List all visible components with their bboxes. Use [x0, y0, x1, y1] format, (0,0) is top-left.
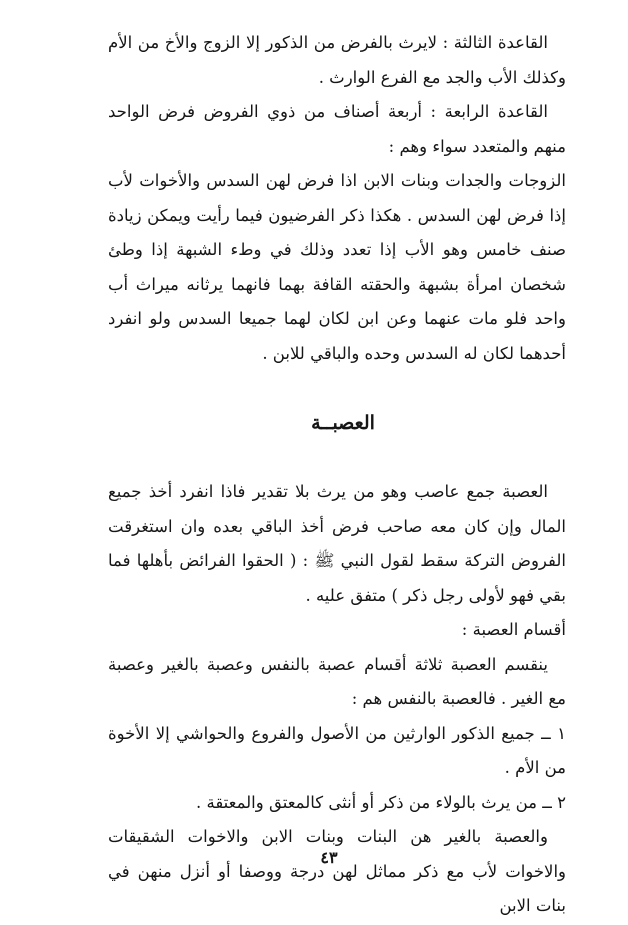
list-item-male-heirs: ١ ــ جميع الذكور الوارثين من الأصول والفروع والحواشي إلا الأخوة من الأم .	[108, 723, 566, 777]
list-item-wala: ٢ ــ من يرث بالولاء من ذكر أو أنثى كالمعتق والمعتقة .	[195, 792, 566, 812]
spouses-grandmothers-paragraph: الزوجات والجدات وبنات الابن اذا فرض لهن السدس والأخوات لأب إذا فرض لهن السدس . هكذا ذكر الفرضيون فيما رأيت ويمكن زيادة صنف خامس وهو الأب إذا تعدد وذلك في وطء الشبهة إذا وطئ شخصان امرأة بشبهة والحقته القافة بهما فانهما يرثانه ميراث أب واحد فلو مات عنهما وعن ابن لكان لهما جميعا السدس ولو انفرد أحدهما لكان له السدس وحده والباقي للابن .	[108, 171, 566, 363]
rule-four-paragraph: القاعدة الرابعة : أربعة أصناف من ذوي الفروض فرض الواحد منهم والمتعدد سواء وهم :	[108, 102, 566, 156]
page-body	[108, 26, 566, 924]
asaba-bil-ghayr-paragraph: والعصبة بالغير هن البنات وبنات الابن والاخوات الشقيقات والاخوات لأب مع ذكر مماثل لهن درجة ووصفا أو أنزل منهن في بنات الابن	[108, 827, 566, 915]
asaba-definition-paragraph: العصبة جمع عاصب وهو من يرث بلا تقدير فاذا انفرد أخذ جميع المال وإن كان معه صاحب فرض أخذ الباقي بعده وان استغرقت الفروض التركة سقط لقول النبي ﷺ : ( الحقوا الفرائض بأهلها فما بقي فهو لأولى رجل ذكر ) متفق عليه .	[108, 482, 566, 605]
section-heading-block	[108, 371, 566, 475]
asaba-divisions-paragraph: ينقسم العصبة ثلاثة أقسام عصبة بالنفس وعصبة بالغير وعصبة مع الغير . فالعصبة بالنفس هم :	[108, 654, 566, 708]
section-heading: العصبــة	[311, 411, 375, 434]
page-number: ٤٣	[320, 848, 338, 867]
rule-three-paragraph: القاعدة الثالثة : لايرث بالفرض من الذكور إلا الزوج والأخ من الأم وكذلك الأب والجد مع الفرع الوارث .	[108, 33, 566, 87]
asaba-divisions-subheading: أقسام العصبة :	[461, 620, 566, 639]
